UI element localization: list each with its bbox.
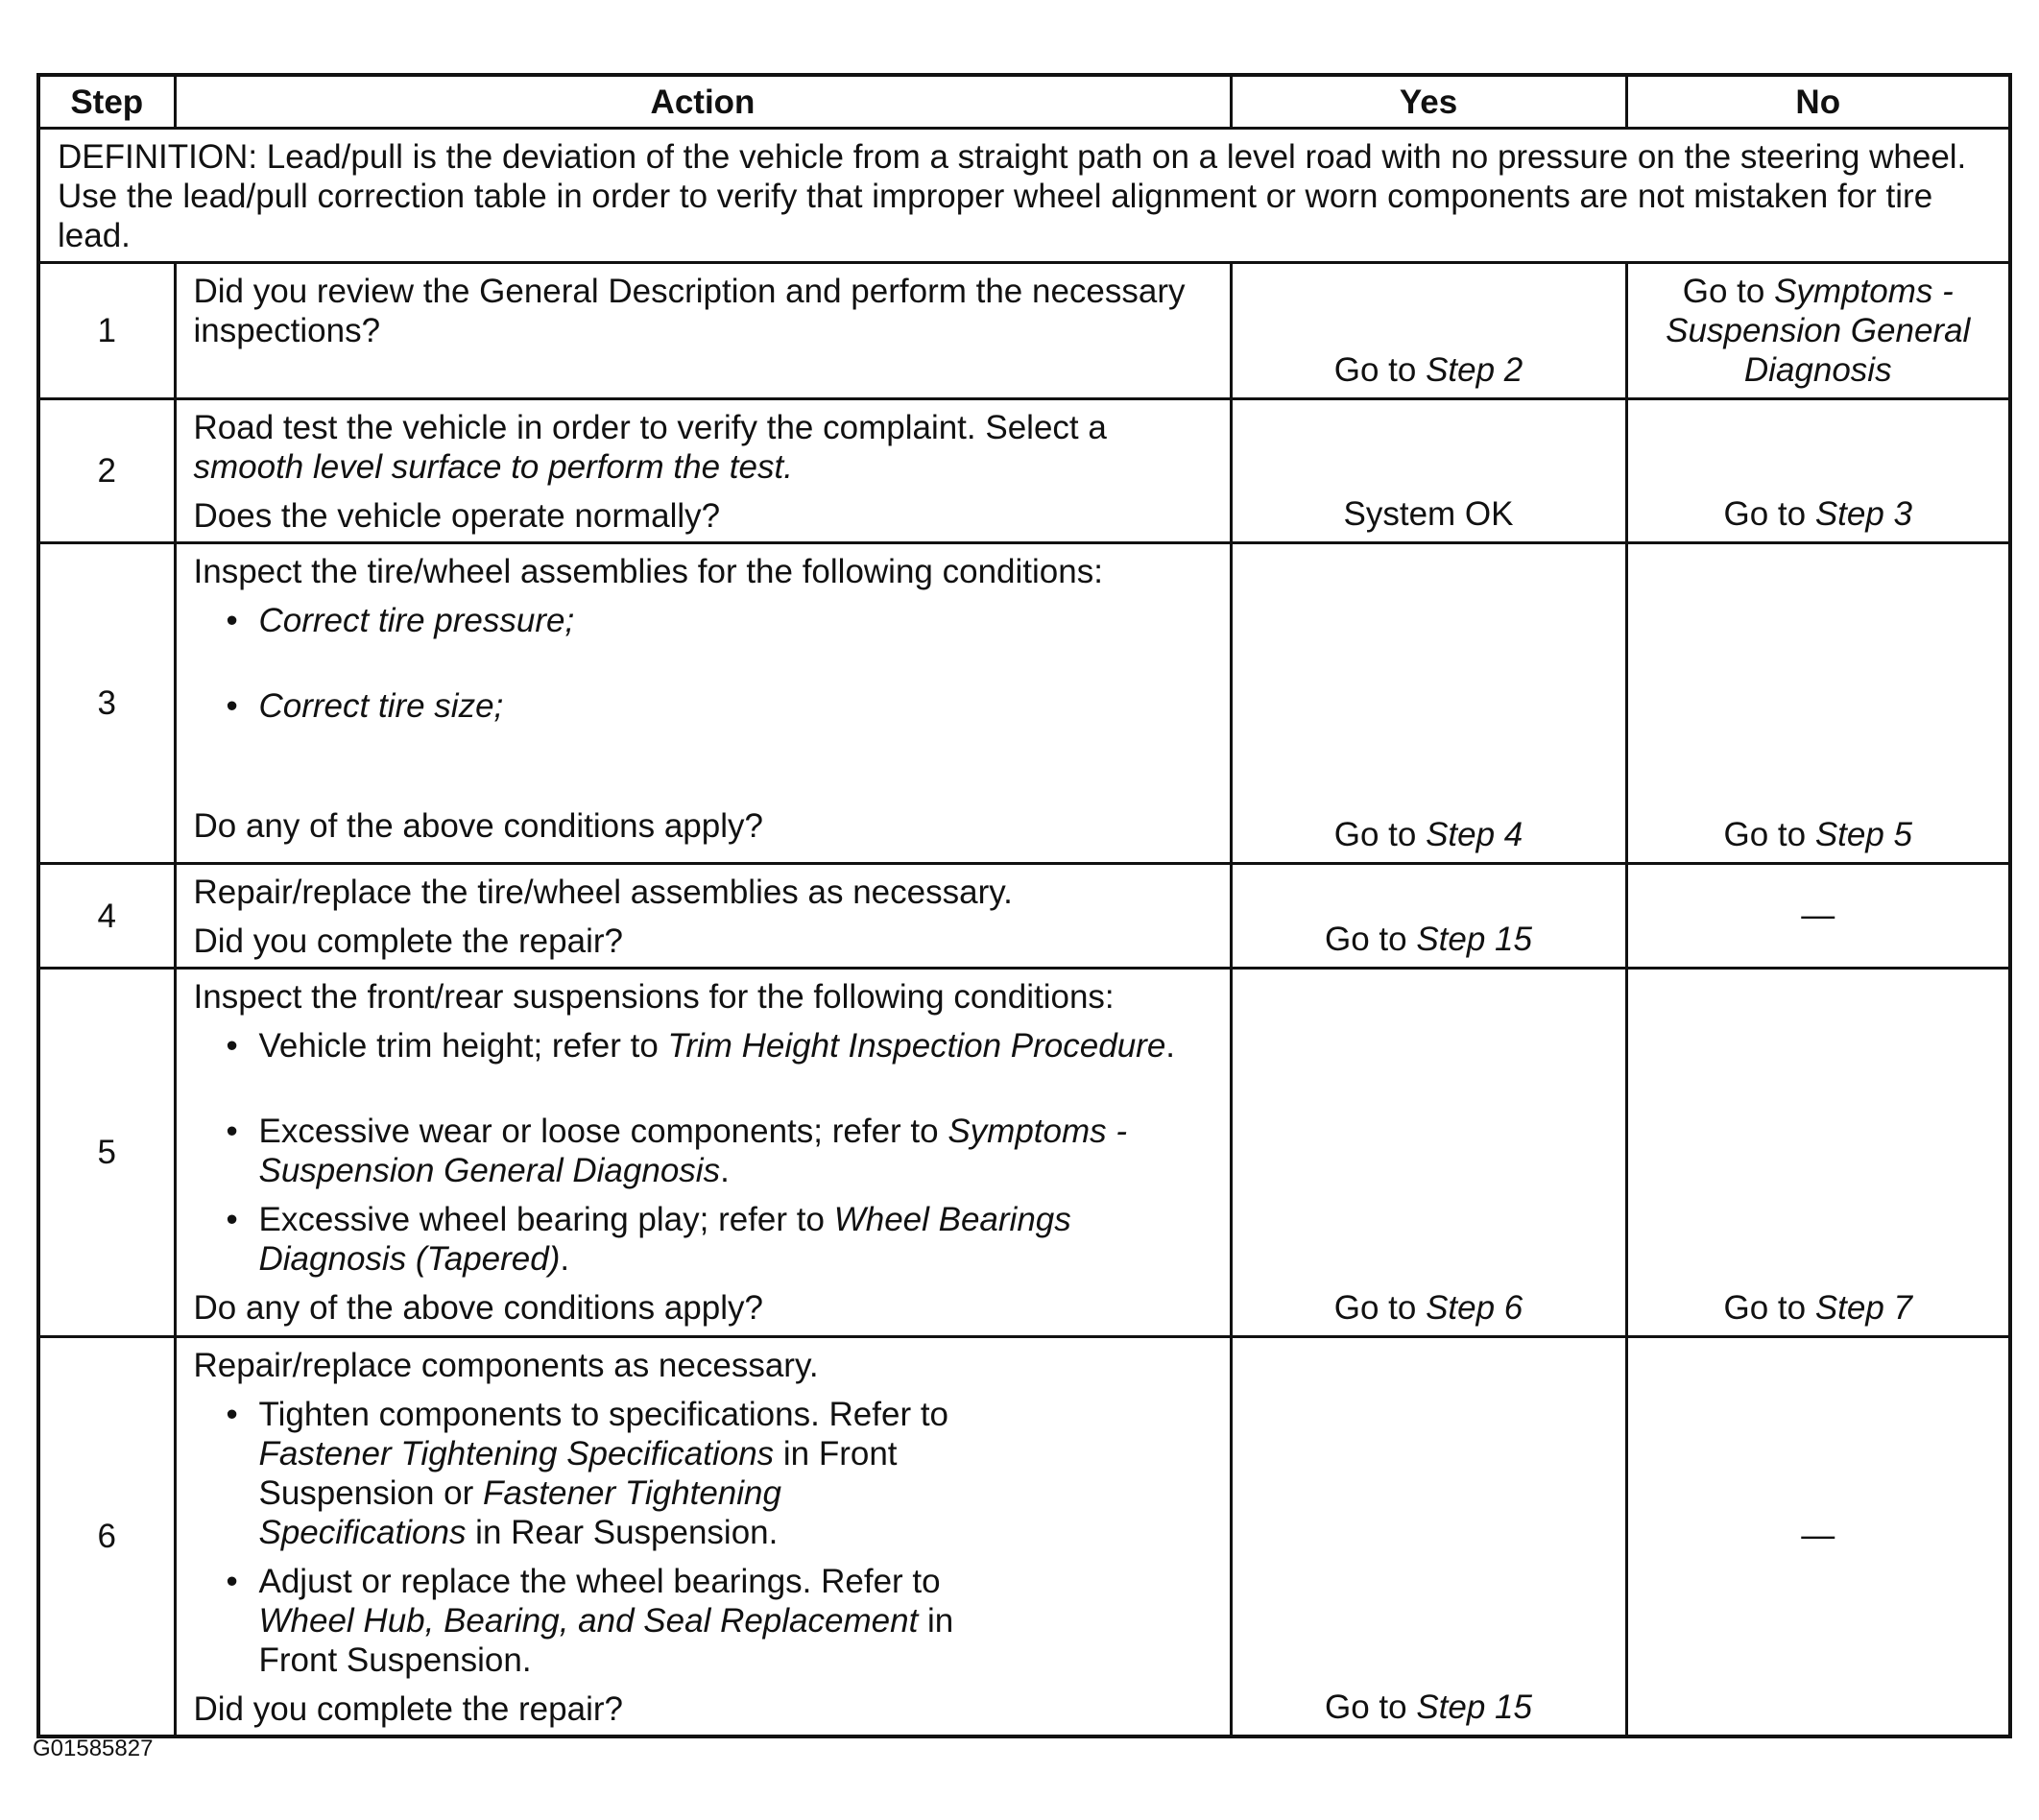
action-intro: Repair/replace components as necessary. [193, 1347, 819, 1384]
action-text: Did you review the General Description and perform the necessary inspections? [193, 273, 1186, 349]
yes-prefix: Go to [1333, 1289, 1427, 1327]
ref-link[interactable]: Fastener Tightening Specifications [258, 1435, 775, 1473]
yes-cell [1231, 1337, 1626, 1737]
yes-cell [1231, 543, 1626, 864]
no-cell [1626, 399, 2010, 543]
no-prefix: Go to [1682, 273, 1775, 310]
bullet-icon: • [226, 1563, 238, 1600]
yes-link-step[interactable]: Step 4 [1426, 816, 1523, 853]
action-intro: Inspect the front/rear suspensions for the following conditions: [193, 978, 1115, 1016]
table-row [38, 1337, 2010, 1737]
no-link-step[interactable]: Step 7 [1814, 1289, 1913, 1327]
no-link-step[interactable]: Step 3 [1814, 495, 1913, 533]
bullet-icon: • [226, 602, 238, 639]
step-number: 3 [38, 543, 175, 864]
header-no: No [1626, 75, 2010, 129]
yes-cell [1231, 263, 1626, 399]
bullet-item: • Excessive wear or loose components; refer to Symptoms - Suspension General Diagnosis. [226, 1113, 1128, 1189]
step-number: 5 [38, 969, 175, 1337]
bullet-icon: • [226, 1396, 238, 1433]
action-question: Did you complete the repair? [193, 922, 623, 960]
no-cell [1626, 543, 2010, 864]
ref-link[interactable]: Wheel Hub, Bearing, and Seal Replacement [258, 1602, 919, 1640]
no-cell [1626, 969, 2010, 1337]
no-cell: — [1626, 864, 2010, 969]
yes-cell [1231, 864, 1626, 969]
bullet-item: • Vehicle trim height; refer to Trim Height Inspection Procedure. [226, 1027, 1176, 1065]
yes-cell [1231, 969, 1626, 1337]
action-question: Did you complete the repair? [193, 1690, 623, 1728]
action-cell [175, 399, 1231, 543]
yes-cell: System OK [1231, 399, 1626, 543]
no-link-symptoms[interactable]: Symptoms - Suspension General Diagnosis [1666, 273, 1971, 389]
step-number: 4 [38, 864, 175, 969]
step-number: 6 [38, 1337, 175, 1737]
no-prefix: Go to [1723, 495, 1815, 533]
yes-prefix: Go to [1333, 351, 1427, 389]
bullet-icon: • [226, 687, 238, 725]
ref-link[interactable]: Fastener Tightening Specifications [258, 1474, 781, 1551]
action-text: Repair/replace the tire/wheel assemblies as necessary. [193, 874, 1013, 911]
definition-row [38, 129, 2010, 263]
no-cell: — [1626, 1337, 2010, 1737]
header-row [38, 75, 2010, 129]
action-question: Do any of the above conditions apply? [193, 1289, 763, 1327]
yes-prefix: Go to [1325, 921, 1417, 958]
no-cell [1626, 263, 2010, 399]
table-row [38, 263, 2010, 399]
ref-link[interactable]: Wheel Bearings Diagnosis (Tapered) [258, 1201, 1071, 1278]
action-cell [175, 263, 1231, 399]
header-yes: Yes [1231, 75, 1626, 129]
action-question: Does the vehicle operate normally? [193, 497, 721, 535]
bullet-icon: • [226, 1113, 238, 1150]
yes-prefix: Go to [1325, 1688, 1417, 1726]
action-cell [175, 864, 1231, 969]
action-cell [175, 543, 1231, 864]
table-row [38, 969, 2010, 1337]
header-step: Step [38, 75, 175, 129]
header-action: Action [175, 75, 1231, 129]
bullet-item: • Correct tire size; [226, 687, 504, 725]
yes-link-step[interactable]: Step 15 [1416, 921, 1532, 958]
action-question: Do any of the above conditions apply? [193, 807, 763, 845]
figure-code: G01585827 [33, 1736, 154, 1761]
table-row [38, 864, 2010, 969]
table-row [38, 543, 2010, 864]
bullet-item: • Adjust or replace the wheel bearings. Refer to Wheel Hub, Bearing, and Seal Replacement in Front Suspension. [226, 1563, 954, 1679]
table-row [38, 399, 2010, 543]
yes-link-step[interactable]: Step 6 [1426, 1289, 1523, 1327]
no-prefix: Go to [1723, 816, 1815, 853]
action-cell [175, 1337, 1231, 1737]
diagnostic-table [36, 73, 2012, 1738]
action-intro: Inspect the tire/wheel assemblies for the following conditions: [193, 553, 1103, 590]
yes-link-step[interactable]: Step 15 [1416, 1688, 1532, 1726]
bullet-item: • Tighten components to specifications. Refer to Fastener Tightening Specifications in Front Suspension or Fastener Tightening Specifications in Rear Suspension. [226, 1396, 949, 1551]
no-link-step[interactable]: Step 5 [1814, 816, 1913, 853]
bullet-item: • Correct tire pressure; [226, 602, 575, 639]
action-line-italic: smooth level surface to perform the test. [193, 448, 793, 486]
step-number: 2 [38, 399, 175, 543]
action-line: Road test the vehicle in order to verify the complaint. Select a [193, 409, 1107, 446]
no-prefix: Go to [1723, 1289, 1815, 1327]
step-number: 1 [38, 263, 175, 399]
action-cell [175, 969, 1231, 1337]
definition-text: DEFINITION: Lead/pull is the deviation of the vehicle from a straight path on a level road with no pressure on the steering wheel. Use the lead/pull correction table in order to verify that improper wheel alignment or worn components are not mistaken for tire lead. [38, 129, 2010, 263]
yes-link-step[interactable]: Step 2 [1426, 351, 1523, 389]
yes-prefix: Go to [1333, 816, 1427, 853]
bullet-item: • Excessive wheel bearing play; refer to Wheel Bearings Diagnosis (Tapered). [226, 1201, 1071, 1278]
ref-link[interactable]: Symptoms - Suspension General Diagnosis [258, 1113, 1128, 1189]
bullet-icon: • [226, 1201, 238, 1238]
bullet-icon: • [226, 1027, 238, 1065]
ref-link[interactable]: Trim Height Inspection Procedure [667, 1027, 1166, 1065]
